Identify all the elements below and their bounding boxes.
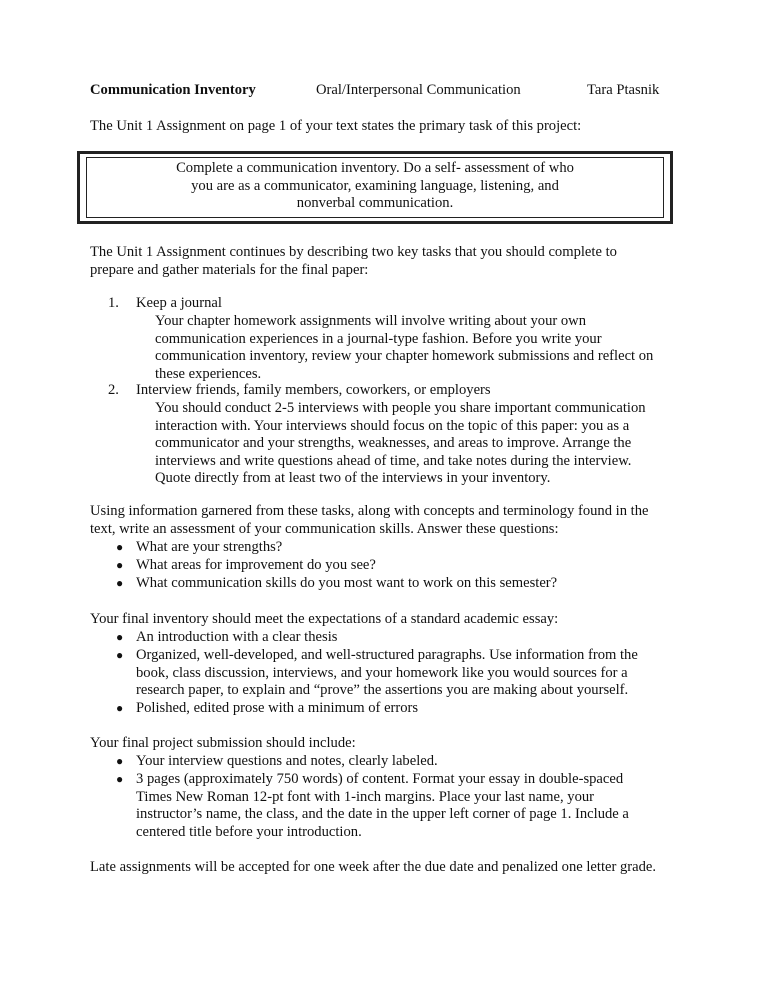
task-box-text — [88, 160, 662, 213]
paragraph-line: these experiences. — [155, 365, 262, 382]
task-title: Interview friends, family members, coworkers, or employers — [136, 382, 491, 398]
paragraph-line: Times New Roman 12-pt font with 1-inch margins. Place your last name, your — [136, 788, 595, 805]
paragraph-line: interviews and write questions ahead of time, and take notes during the interview. — [155, 452, 632, 469]
bullet-icon: ● — [116, 540, 124, 554]
paragraph-line: book, class discussion, interviews, and your homework like you would sources for a — [136, 664, 628, 681]
bullet-icon: ● — [116, 772, 124, 786]
paragraph-line: Your chapter homework assignments will involve writing about your own — [155, 313, 587, 329]
course-name: Oral/Interpersonal Communication — [316, 82, 521, 98]
expectation-item: An introduction with a clear thesis — [136, 629, 338, 645]
continues-paragraph — [90, 244, 617, 279]
late-policy: Late assignments will be accepted for one week after the due date and penalized one letter grade. — [90, 859, 657, 875]
paragraph-line: The Unit 1 Assignment continues by describing two key tasks that you should complete to — [90, 244, 617, 260]
expectation-item — [136, 647, 638, 700]
paragraph-line: Using information garnered from these tasks, along with concepts and terminology found in the — [90, 503, 649, 519]
expectation-item: Polished, edited prose with a minimum of errors — [136, 700, 419, 716]
bullet-icon: ● — [116, 576, 124, 590]
question-item: What communication skills do you most want to work on this semester? — [136, 575, 558, 591]
paragraph-line: instructor’s name, the class, and the date in the upper left corner of page 1. Include a — [136, 806, 629, 823]
paragraph-line: Quote directly from at least two of the interviews in your inventory. — [155, 470, 551, 487]
paragraph-line: text, write an assessment of your communication skills. Answer these questions: — [90, 520, 559, 537]
task-number: 2. — [108, 382, 119, 398]
expectations-lead: Your final inventory should meet the expectations of a standard academic essay: — [90, 611, 559, 627]
question-item: What are your strengths? — [136, 539, 283, 555]
paragraph-line: communication experiences in a journal-type fashion. Before you write your — [155, 330, 602, 347]
task-description — [155, 400, 646, 488]
paragraph-line: research paper, to explain and “prove” the assertions you are making about yourself. — [136, 682, 629, 699]
task-description — [155, 313, 653, 383]
task-box-line: nonverbal communication. — [296, 195, 454, 212]
author-name: Tara Ptasnik — [587, 82, 660, 98]
submission-lead: Your final project submission should include: — [90, 735, 356, 751]
submission-item: Your interview questions and notes, clearly labeled. — [136, 753, 438, 769]
paragraph-line: communicator and your strengths, weaknesses, and areas to improve. Arrange the — [155, 435, 632, 452]
submission-item — [136, 771, 629, 841]
paragraph-line: You should conduct 2-5 interviews with people you share important communication — [155, 400, 646, 416]
task-title: Keep a journal — [136, 295, 222, 311]
paragraph-line: interaction with. Your interviews should focus on the topic of this paper: you as a — [155, 417, 630, 434]
paragraph-line: Organized, well-developed, and well-structured paragraphs. Use information from the — [136, 647, 638, 663]
question-item: What areas for improvement do you see? — [136, 557, 376, 573]
bullet-icon: ● — [116, 754, 124, 768]
intro-paragraph: The Unit 1 Assignment on page 1 of your text states the primary task of this project: — [90, 118, 582, 134]
bullet-icon: ● — [116, 558, 124, 572]
assessment-paragraph — [90, 503, 649, 538]
paragraph-line: communication inventory, review your chapter homework submissions and reflect on — [155, 348, 654, 365]
paragraph-line: prepare and gather materials for the final paper: — [90, 261, 369, 278]
task-box-line: Complete a communication inventory. Do a self- assessment of who — [176, 160, 574, 176]
paragraph-line: centered title before your introduction. — [136, 823, 362, 840]
paragraph-line: 3 pages (approximately 750 words) of content. Format your essay in double-spaced — [136, 771, 624, 787]
bullet-icon: ● — [116, 630, 124, 644]
bullet-icon: ● — [116, 701, 124, 715]
bullet-icon: ● — [116, 648, 124, 662]
document-title: Communication Inventory — [90, 82, 256, 98]
task-number: 1. — [108, 295, 119, 311]
task-box-line: you are as a communicator, examining language, listening, and — [191, 177, 559, 194]
